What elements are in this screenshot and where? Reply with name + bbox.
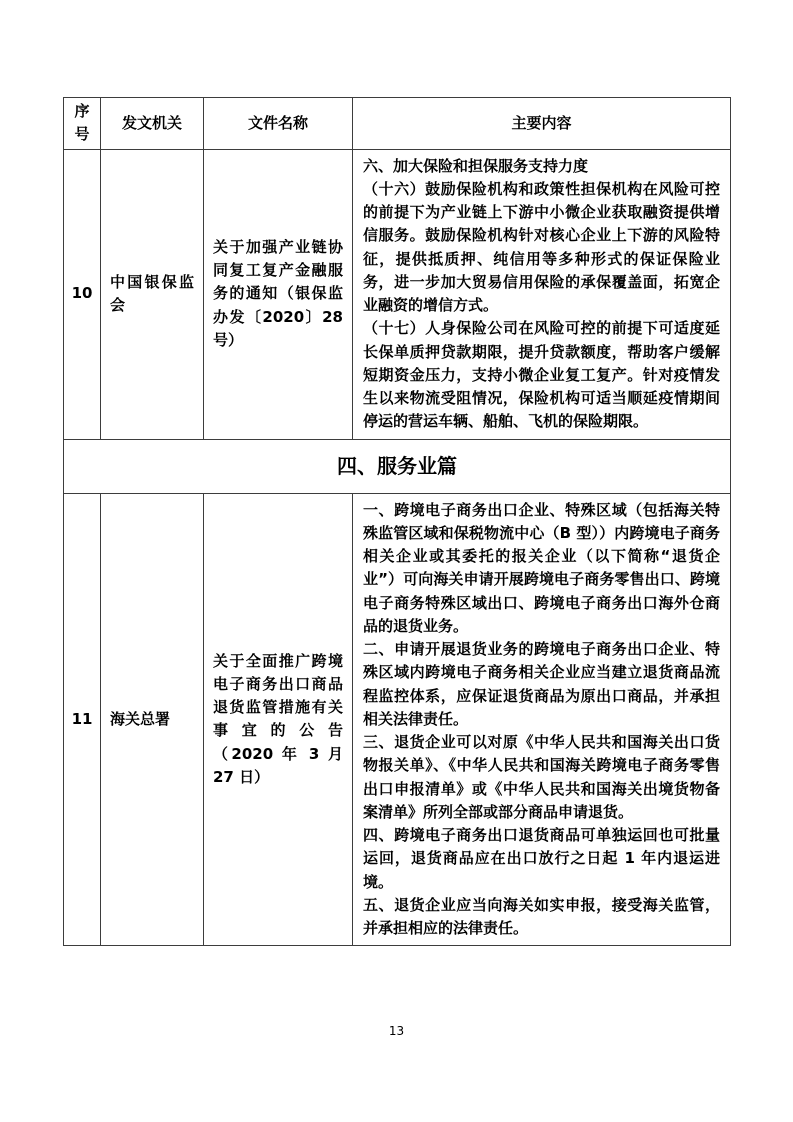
header-agency: 发文机关 (101, 98, 204, 150)
agency-cell: 海关总署 (101, 493, 204, 946)
header-doc-name: 文件名称 (204, 98, 353, 150)
seq-cell: 10 (64, 149, 101, 439)
section-title: 四、服务业篇 (64, 439, 731, 493)
table-header-row (64, 98, 731, 150)
page-number: 13 (388, 1024, 405, 1038)
header-main-content: 主要内容 (353, 98, 731, 150)
main-content-cell (353, 493, 731, 946)
content-paragraph: 三、退货企业可以对原《中华人民共和国海关出口货物报关单》、《中华人民共和国海关跨境电子商务零售出口申报清单》或《中华人民共和国海关出境货物备案清单》所列全部或部分商品申请退货。 (363, 733, 720, 821)
content-paragraph: 五、退货企业应当向海关如实申报，接受海关监管，并承担相应的法律责任。 (363, 895, 720, 937)
content-paragraph: （十七）人身保险公司在风险可控的前提下可适度延长保单质押贷款期限，提升贷款额度，帮助客户缓解短期资金压力，支持小微企业复工复产。针对疫情发生以来物流受阻情况，保险机构可适当顺延疫情期间停运的营运车辆、船舶、飞机的保险期限。 (363, 319, 720, 431)
doc-name-cell: 关于全面推广跨境电子商务出口商品退货监管措施有关事宜的公告（2020 年 3 月 27 日） (204, 493, 353, 946)
content-paragraph: 四、跨境电子商务出口退货商品可单独运回也可批量运回，退货商品应在出口放行之日起 1 年内退运进境。 (363, 826, 720, 891)
doc-name-cell: 关于加强产业链协同复工复产金融服务的通知（银保监办发〔2020〕28 号） (204, 149, 353, 439)
content-paragraph: 六、加大保险和担保服务支持力度 (363, 156, 589, 175)
header-seq: 序号 (64, 98, 101, 150)
agency-cell: 中国银保监会 (101, 149, 204, 439)
table-row (64, 149, 731, 439)
content-paragraph: 二、申请开展退货业务的跨境电子商务出口企业、特殊区域内跨境电子商务相关企业应当建立退货商品流程监控体系，应保证退货商品为原出口商品，并承担相关法律责任。 (363, 640, 720, 728)
section-header-row (64, 439, 731, 493)
main-content-cell (353, 149, 731, 439)
content-paragraph: 一、跨境电子商务出口企业、特殊区域（包括海关特殊监管区域和保税物流中心（B 型））内跨境电子商务相关企业或其委托的报关企业（以下简称“退货企业”）可向海关申请开展跨境电子商务零售出口、跨境电子商务特殊区域出口、跨境电子商务出口海外仓商品的退货业务。 (363, 500, 720, 635)
regulation-table (63, 97, 731, 946)
seq-cell: 11 (64, 493, 101, 946)
content-paragraph: （十六）鼓励保险机构和政策性担保机构在风险可控的前提下为产业链上下游中小微企业获取融资提供增信服务。鼓励保险机构针对核心企业上下游的风险特征，提供抵质押、纯信用等多种形式的保证保险业务，进一步加大贸易信用保险的承保覆盖面，拓宽企业融资的增信方式。 (363, 179, 720, 314)
table-row (64, 493, 731, 946)
